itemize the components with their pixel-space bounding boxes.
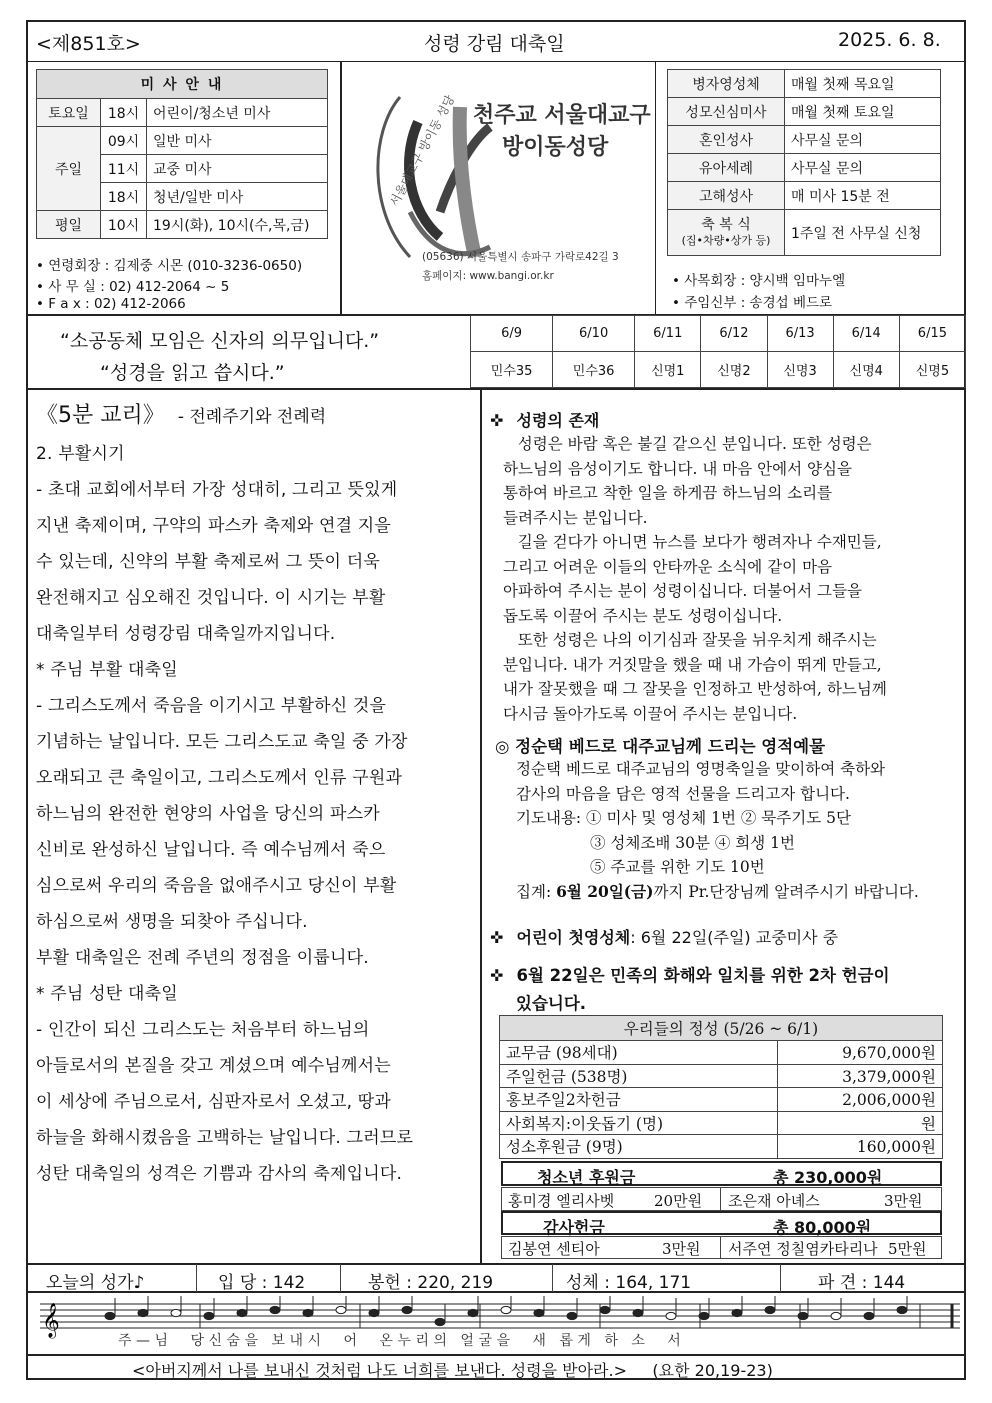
reading-book: 신명4 [833, 352, 899, 388]
mass-schedule-title: 미 사 안 내 [37, 70, 328, 99]
music-note-icon [369, 1309, 379, 1316]
officer-line: • 사목회장 : 양시백 임마누엘 [672, 273, 846, 289]
donor-amount: 3만원 [884, 1192, 923, 1210]
parish-name-line1: 천주교 서울대교구 [473, 103, 651, 128]
mass-desc: 청년/일반 미사 [147, 183, 328, 211]
donor-name: 김봉연 센티아 [508, 1240, 600, 1258]
offering-label: 성소후원금 (9명) [500, 1135, 778, 1159]
second-collection-line1: 6월 22일은 민족의 화해와 일치를 위한 2차 헌금이 [516, 966, 890, 985]
offering-label: 교무금 (98세대) [500, 1041, 778, 1065]
reading-book: 민수35 [471, 352, 553, 388]
music-note-icon [237, 1309, 247, 1316]
music-note-icon [831, 1312, 841, 1319]
hymns-row [28, 1268, 964, 1293]
parish-logo-area [340, 62, 656, 312]
reading-date: 6/13 [767, 316, 833, 352]
music-note-icon [765, 1306, 775, 1313]
catechism-line: 성탄 대축일의 성격은 기쁨과 감사의 축제입니다. [36, 1164, 403, 1184]
music-note-icon [567, 1312, 577, 1319]
music-note-icon [534, 1309, 544, 1316]
thanks-offering-total: 총 80,000원 [773, 1218, 872, 1237]
spirit-line: 성령은 바람 혹은 불길 같으신 분입니다. 또한 성령은 [503, 435, 872, 453]
catechism-line: 2. 부활시기 [36, 444, 125, 464]
reading-book: 신명5 [899, 352, 965, 388]
spirit-line: 또한 성령은 나의 이기심과 잘못을 뉘우치게 해주시는 [503, 631, 877, 649]
mass-desc: 일반 미사 [147, 127, 328, 155]
contact-line: • 연령회장 : 김제중 시몬 (010-3236-0650) [36, 258, 303, 274]
sacrament-info: 사무실 문의 [785, 154, 941, 182]
music-note-icon [336, 1306, 346, 1313]
mass-desc: 어린이/청소년 미사 [147, 99, 328, 127]
bulletin-title: 성령 강림 대축일 [424, 33, 565, 55]
thanks-donors-row [501, 1236, 942, 1259]
bouquet-line: ⑤ 주교를 위한 기도 10번 [590, 858, 765, 876]
diamond-bullet-icon: ✜ [490, 928, 504, 947]
catechism-line: 완전해지고 심오해진 것입니다. 이 시기는 부활 [36, 588, 386, 608]
bouquet-line: ③ 성체조배 30분 ④ 희생 1번 [590, 833, 796, 852]
reading-date: 6/15 [899, 316, 965, 352]
sacraments-table [667, 69, 941, 256]
bulletin-date: 2025. 6. 8. [838, 29, 941, 51]
bouquet-collect-line [516, 880, 919, 905]
bouquet-heading: ◎ 정순택 베드로 대주교님께 드리는 영적예물 [495, 737, 826, 756]
music-note-icon [600, 1306, 610, 1313]
mass-time: 18시 [101, 99, 147, 127]
music-note-icon [864, 1312, 874, 1319]
spirit-line: 들려주시는 분입니다. [503, 508, 648, 527]
first-communion-label: 어린이 첫영성체 [516, 928, 631, 947]
donor-name: 조은재 아녜스 [728, 1192, 820, 1210]
catechism-line: 하늘을 화해시켰음을 고백하는 날입니다. 그러므로 [36, 1128, 414, 1148]
sacrament-name: 고해성사 [668, 182, 785, 210]
diamond-bullet-icon: ✜ [490, 411, 504, 430]
contact-line: • 사 무 실 : 02) 412-2064 ~ 5 [36, 279, 230, 295]
sacrament-blessing-cell [668, 210, 785, 256]
first-communion-text: : 6월 22일(주일) 교중미사 중 [630, 928, 839, 947]
offering-amount: 9,670,000원 [778, 1041, 943, 1065]
offering-amount: 160,000원 [778, 1135, 943, 1159]
donor-name: 홍미경 엘리사벳 [508, 1192, 615, 1210]
offerings-title: 우리들의 정성 (5/26 ~ 6/1) [500, 1016, 943, 1041]
catechism-subtitle: - 전례주기와 전례력 [177, 407, 327, 427]
mass-time: 11시 [101, 155, 147, 183]
officer-line: • 주임신부 : 송경섭 베드로 [672, 295, 833, 311]
mass-day: 주일 [37, 127, 101, 211]
offering-label: 사회복지:이웃돕기 (명) [500, 1111, 778, 1135]
catechism-line: 하느님의 완전한 현양의 사업을 당신의 파스카 [36, 804, 380, 824]
bible-reading-schedule [470, 315, 966, 388]
sacrament-name: 성모신심미사 [668, 98, 785, 126]
catechism-line: - 초대 교회에서부터 가장 성대히, 그리고 뜻있게 [36, 480, 398, 500]
music-note-icon [435, 1318, 445, 1325]
collect-deadline: 6월 20일(금) [556, 881, 654, 901]
collect-suffix: 까지 Pr.단장님께 알려주시기 바랍니다. [653, 882, 919, 901]
reading-date: 6/11 [635, 316, 701, 352]
treble-clef-icon: 𝄞 [42, 1303, 60, 1338]
youth-donation-total: 총 230,000원 [773, 1168, 883, 1187]
contact-line: • F a x : 02) 412-2066 [36, 296, 186, 312]
spirit-line: 그리고 어려운 이들의 안타까운 소식에 같이 마음 [503, 557, 833, 576]
sacrament-name: 병자영성체 [668, 70, 785, 98]
reading-date: 6/9 [471, 316, 553, 352]
bouquet-line: 정순택 베드로 대주교님의 영명축일을 맞이하여 축하와 [516, 760, 886, 778]
catechism-line: 수 있는데, 신약의 부활 축제로써 그 뜻이 더욱 [36, 552, 381, 572]
youth-donation-header [501, 1161, 942, 1186]
offering-amount: 3,379,000원 [778, 1064, 943, 1088]
offerings-table [499, 1015, 943, 1159]
thanks-offering-title: 감사헌금 [543, 1218, 605, 1237]
catechism-line: 오래되고 큰 축일이고, 그리스도께서 인류 구원과 [36, 768, 403, 788]
spirit-line: 다시금 돌아가도록 이끌어 주시는 분입니다. [503, 704, 798, 723]
donor-amount: 20만원 [654, 1192, 703, 1210]
sacrament-info: 사무실 문의 [785, 126, 941, 154]
spirit-line: 돕도록 이끌어 주시는 분도 성령이십니다. [503, 606, 783, 625]
bulletin-header [26, 20, 966, 62]
catechism-heading [36, 398, 326, 429]
sacrament-info: 1주일 전 사무실 신청 [785, 210, 941, 256]
music-note-icon [138, 1309, 148, 1316]
music-note-icon [204, 1312, 214, 1319]
spirit-line: 분입니다. 내가 거짓말을 했을 때 내 가슴이 뛰게 만들고, [503, 655, 882, 674]
music-note-icon [303, 1309, 313, 1316]
diamond-bullet-icon: ✜ [490, 966, 504, 985]
hymn-entrance: 입 당 : 142 [218, 1273, 306, 1293]
music-note-icon [468, 1309, 478, 1316]
catechism-title: 《5분 교리》 [36, 403, 165, 428]
spirit-line: 통하여 바르고 착한 일을 하게끔 하느님의 소리를 [503, 484, 833, 502]
catechism-line: - 그리스도께서 죽음을 이기시고 부활하신 것을 [36, 696, 387, 716]
spirit-line: 내가 잘못했을 때 그 잘못을 인정하고 반성하여, 하느님께 [503, 680, 887, 698]
sacrament-info: 매월 첫째 토요일 [785, 98, 941, 126]
second-collection-line2: 있습니다. [516, 994, 587, 1013]
bouquet-line: 기도내용: ① 미사 및 영성체 1번 ② 묵주기도 5단 [516, 809, 851, 827]
spirit-line: 아파하여 주시는 분이 성령이십니다. 더불어서 그들을 [503, 582, 862, 600]
reading-book: 신명3 [767, 352, 833, 388]
donor-name: 서주연 정칠염카타리나 [728, 1240, 878, 1258]
issue-number: <제851호> [36, 33, 141, 55]
reading-book: 신명1 [635, 352, 701, 388]
hymn-dismissal: 파 견 : 144 [818, 1273, 906, 1293]
parish-address: (05636) 서울특별시 송파구 가락로42길 3 [422, 251, 619, 263]
thanks-offering-header [501, 1211, 942, 1235]
mass-time: 18시 [101, 183, 147, 211]
parish-homepage: 홈페이지: www.bangi.or.kr [422, 270, 554, 282]
music-note-icon [666, 1312, 676, 1319]
slogan-line1: “소공동체 모임은 신자의 의무입니다.” [60, 330, 380, 352]
catechism-line: 아들로서의 본질을 갖고 계셨으며 예수님께서는 [36, 1056, 391, 1076]
catechism-line: - 인간이 되신 그리스도는 처음부터 하느님의 [36, 1020, 370, 1040]
reading-date: 6/14 [833, 316, 899, 352]
catechism-line: 이 세상에 주님으로서, 심판자로서 오셨고, 땅과 [36, 1092, 392, 1112]
spirit-line: 길을 걷다가 아니면 뉴스를 보다가 행려자나 수재민들, [503, 533, 882, 551]
music-note-icon [897, 1306, 907, 1313]
catechism-line: 심으로써 우리의 죽음을 없애주시고 당신이 부활 [36, 876, 397, 896]
reading-book: 민수36 [553, 352, 635, 388]
catechism-line: 부활 대축일은 전례 주년의 정점을 이룹니다. [36, 948, 369, 968]
music-note-icon [402, 1306, 412, 1313]
spirit-line: 하느님의 음성이기도 합니다. 내 마음 안에서 양심을 [503, 459, 852, 478]
hymns-label: 오늘의 성가♪ [46, 1273, 145, 1293]
spirit-heading-row [490, 408, 599, 431]
mass-day: 토요일 [37, 99, 101, 127]
first-communion-row [490, 925, 838, 948]
collect-prefix: 집계: [516, 882, 557, 901]
music-note-icon [270, 1306, 280, 1313]
music-note-icon [171, 1309, 181, 1316]
donor-amount: 5만원 [888, 1240, 927, 1258]
catechism-line: 지낸 축제이며, 구약의 파스카 축제와 연결 지을 [36, 516, 392, 536]
music-note-icon [105, 1312, 115, 1319]
offering-amount: 원 [778, 1111, 943, 1135]
music-note-icon [732, 1309, 742, 1316]
sacrament-info: 매 미사 15분 전 [785, 182, 941, 210]
catechism-line: 기념하는 날입니다. 모든 그리스도교 축일 중 가장 [36, 732, 408, 752]
mass-time: 10시 [101, 211, 147, 239]
emblem-ring-text: 서울대교구 방이동 성당 [387, 92, 458, 209]
offering-amount: 2,006,000원 [778, 1088, 943, 1112]
spirit-body [503, 432, 953, 726]
offering-label: 주일헌금 (538명) [500, 1064, 778, 1088]
sacrament-info: 매월 첫째 목요일 [785, 70, 941, 98]
donor-amount: 3만원 [662, 1240, 701, 1258]
catechism-line: 신비로 완성하신 날입니다. 즉 예수님께서 죽으 [36, 840, 386, 860]
youth-donation-title: 청소년 후원금 [537, 1168, 636, 1187]
hymn-lyrics: 주—님 당신숨을 보내시 어 온누리의 얼굴을 새 롭게 하 소 서 [118, 1333, 686, 1349]
hymn-offertory: 봉헌 : 220, 219 [368, 1273, 494, 1293]
music-note-icon [501, 1306, 511, 1313]
music-note-icon [633, 1309, 643, 1316]
bouquet-line: 감사의 마음을 담은 영적 선물을 드리고자 합니다. [516, 784, 850, 803]
catechism-line: 대축일부터 성령강림 대축일까지입니다. [36, 624, 336, 644]
catechism-line: 하심으로써 생명을 되찾아 주십니다. [36, 912, 308, 932]
sacrament-name: 유아세례 [668, 154, 785, 182]
mass-day: 평일 [37, 211, 101, 239]
mass-time: 09시 [101, 127, 147, 155]
catechism-line: * 주님 부활 대축일 [36, 660, 178, 680]
gospel-verse: <아버지께서 나를 보내신 것처럼 나도 너희를 보낸다. 성령을 받아라.> (요한 20,19-23) [132, 1361, 773, 1380]
spirit-heading: 성령의 존재 [516, 411, 600, 430]
offering-label: 홍보주일2차헌금 [500, 1088, 778, 1112]
reading-date: 6/12 [701, 316, 767, 352]
mass-schedule-table [36, 69, 328, 239]
reading-date: 6/10 [553, 316, 635, 352]
slogan-line2: “성경을 읽고 씁시다.” [100, 362, 285, 384]
youth-donors-row [501, 1187, 942, 1211]
sacrament-name: 축 복 식 [701, 216, 751, 233]
hymn-communion: 성체 : 164, 171 [566, 1273, 692, 1293]
mass-desc: 교중 미사 [147, 155, 328, 183]
second-collection-row [490, 962, 890, 1014]
bouquet-body [516, 757, 919, 904]
catechism-body [36, 436, 468, 1192]
catechism-line: * 주님 성탄 대축일 [36, 984, 178, 1004]
parish-name-line2: 방이동성당 [502, 135, 609, 160]
reading-book: 신명2 [701, 352, 767, 388]
sacrament-name: 혼인성사 [668, 126, 785, 154]
sacrament-name-sub: (집•차량•상가 등) [681, 233, 771, 247]
mass-desc: 19시(화), 10시(수,목,금) [147, 211, 328, 239]
